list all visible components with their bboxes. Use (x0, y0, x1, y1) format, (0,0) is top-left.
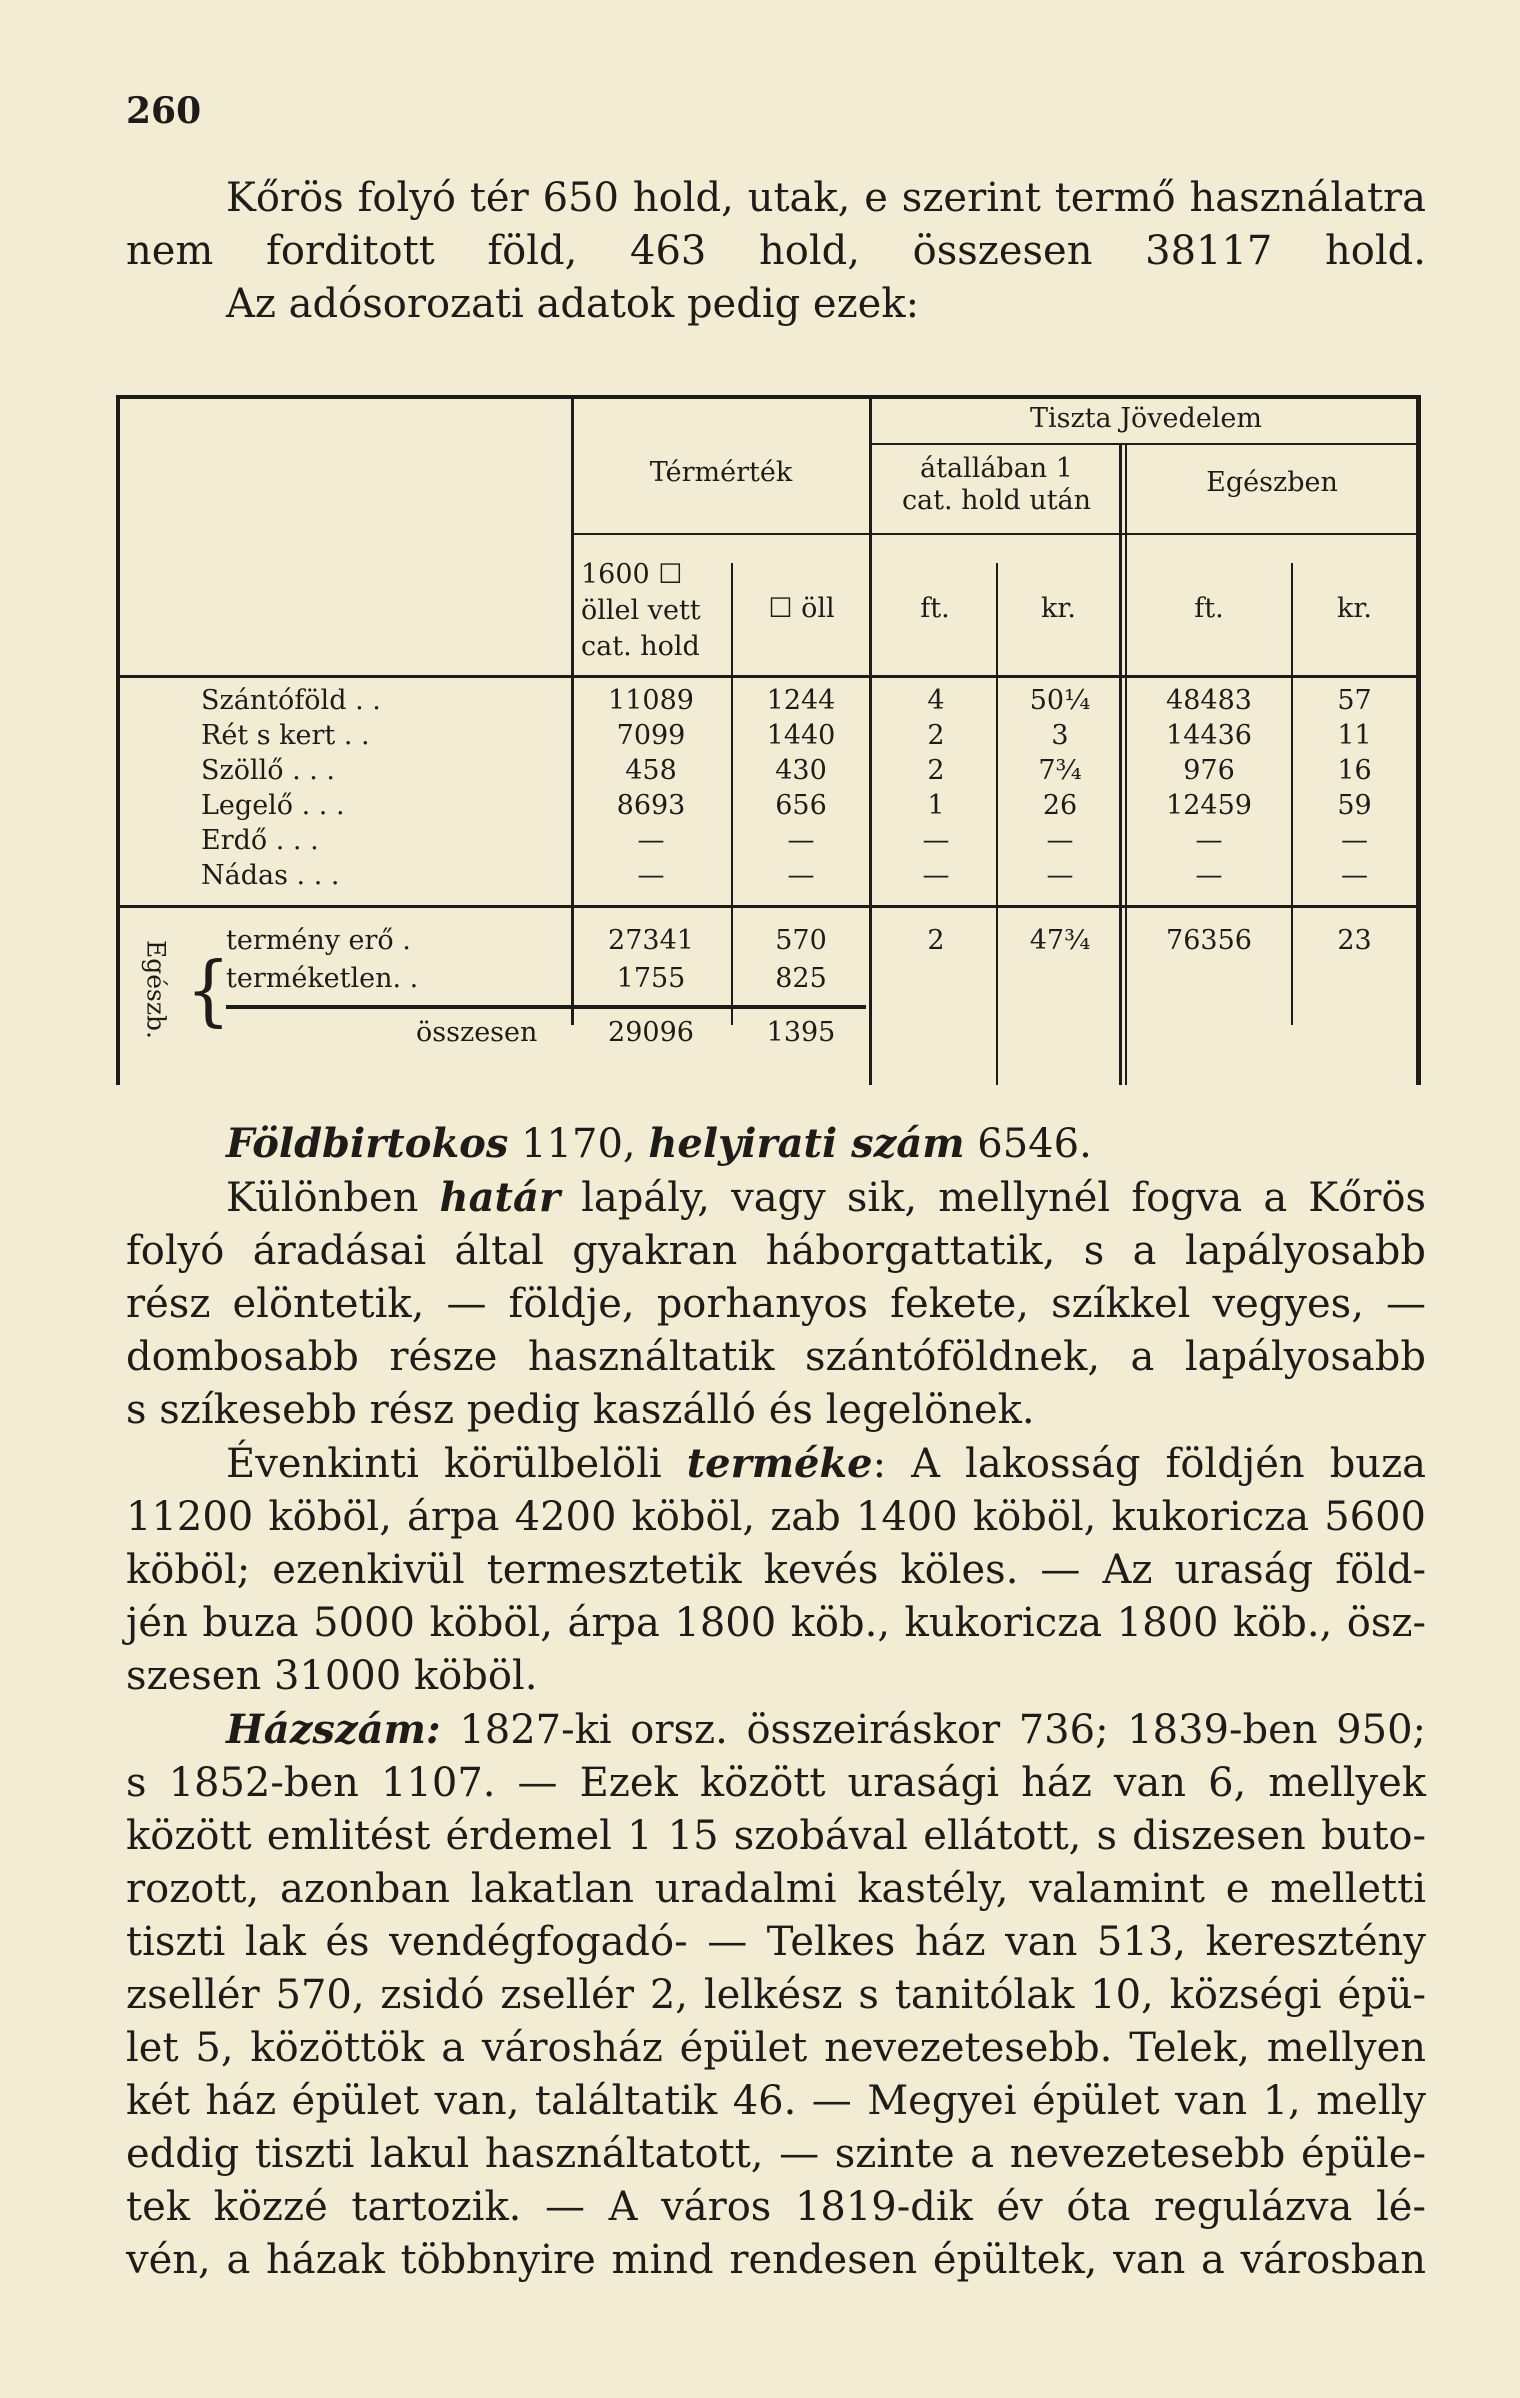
header-1600 (581, 557, 701, 665)
body-paragraph (126, 1117, 1426, 2287)
intro-paragraph (126, 172, 1426, 331)
text-line (126, 1278, 1426, 1331)
text-line (126, 1757, 1426, 1810)
table-cell: 8693 (616, 790, 686, 821)
table-cell: 29096 (608, 1017, 694, 1048)
header-1600-line: 1600 ☐ (581, 559, 683, 590)
emphasis-text: helyirati szám (648, 1120, 965, 1167)
table-cell: 57 (1337, 685, 1372, 716)
text-line (126, 1544, 1426, 1597)
table-cell: 1244 (766, 685, 836, 716)
header-ft: ft. (920, 593, 950, 624)
text-segment: jén buza 5000 köböl, árpa 1800 köb., kukoricza 1800 köb., ösz- (126, 1600, 1426, 1646)
header-1600-line: cat. hold (581, 631, 700, 662)
header-egeszben: Egészben (1206, 467, 1338, 498)
table-cell: — (787, 860, 815, 891)
emphasis-text: Földbirtokos (226, 1120, 509, 1167)
text-line (126, 1650, 1426, 1703)
text-segment: dombosabb része használtatik szántóföldnek, a lapályosabb (126, 1334, 1426, 1380)
text-segment: Különben (226, 1175, 440, 1221)
text-segment: eddig tiszti lakul használtatott, — szinte a nevezetesebb épüle- (126, 2131, 1426, 2177)
header-ft: ft. (1194, 593, 1224, 624)
table-cell: — (922, 825, 950, 856)
header-atallaban-line: átallában 1 (920, 453, 1073, 484)
text-line: Kőrös folyó tér 650 hold, utak, e szerint termő használatra (226, 175, 1426, 221)
table-cell: 48483 (1166, 685, 1252, 716)
table-cell: 11089 (608, 685, 694, 716)
row-label: Nádas . . . (201, 860, 340, 891)
text-line (126, 2075, 1426, 2128)
table-cell: 2 (927, 925, 945, 956)
text-segment: zsellér 570, zsidó zsellér 2, lelkész s tanitólak 10, községi épü- (126, 1972, 1426, 2018)
row-label: Legelő . . . (201, 790, 345, 821)
text-segment: tiszti lak és vendégfogadó- — Telkes ház van 513, keresztény (126, 1919, 1426, 1965)
table-cell: 7099 (616, 720, 686, 751)
text-line (126, 1810, 1426, 1863)
text-line (126, 2022, 1426, 2075)
header-atallaban-line: cat. hold után (901, 485, 1092, 516)
table-cell: — (787, 825, 815, 856)
table-cell: — (1195, 825, 1223, 856)
text-line (126, 1703, 1426, 1757)
table-cell: — (1046, 825, 1074, 856)
text-line (126, 1225, 1426, 1278)
text-segment: szesen 31000 köböl. (126, 1653, 538, 1699)
summary-side-label (126, 915, 186, 1075)
text-segment: 1827-ki orsz. összeiráskor 736; 1839-ben 950; (440, 1707, 1426, 1753)
text-segment: lapály, vagy sik, mellynél fogva a Kőrös (560, 1175, 1426, 1221)
text-segment: 1170, (508, 1121, 649, 1167)
table-cell: — (1046, 860, 1074, 891)
text-line (126, 1171, 1426, 1225)
table-cell: 26 (1042, 790, 1078, 821)
table-cell: 2 (927, 755, 945, 786)
table-cell: 1755 (616, 963, 686, 994)
emphasis-text: határ (439, 1174, 561, 1221)
table-cell: 23 (1337, 925, 1372, 956)
summary-side-text: Egészb. (141, 940, 171, 1039)
table-cell: 4 (927, 685, 945, 716)
row-label: Szöllő . . . (201, 755, 335, 786)
text-line (126, 2234, 1426, 2287)
text-line (126, 1916, 1426, 1969)
summary-label: összesen (416, 1017, 538, 1048)
text-segment: tek közzé tartozik. — A város 1819-dik év óta regulázva lé- (126, 2184, 1426, 2230)
summary-label: termény erő . (226, 925, 411, 956)
table-cell: — (637, 825, 665, 856)
text-line (126, 2181, 1426, 2234)
text-segment: vén, a házak többnyire mind rendesen épültek, van a városban (126, 2237, 1426, 2283)
text-line (126, 1384, 1426, 1437)
table-cell: — (922, 860, 950, 891)
text-line (126, 1491, 1426, 1544)
header-tiszta-jovedelem: Tiszta Jövedelem (1029, 403, 1263, 434)
tax-table (116, 395, 1421, 1085)
table-cell: 16 (1337, 755, 1372, 786)
table-cell: 76356 (1166, 925, 1252, 956)
table-cell: 976 (1183, 755, 1235, 786)
text-segment: 6546. (964, 1121, 1092, 1167)
emphasis-text: terméke (686, 1440, 873, 1487)
table-cell: 14436 (1166, 720, 1252, 751)
row-label: Rét s kert . . (201, 720, 370, 751)
page-number: 260 (126, 90, 202, 132)
text-line (126, 2128, 1426, 2181)
table-cell: 1440 (766, 720, 836, 751)
table-cell: 458 (625, 755, 677, 786)
text-segment: s 1852-ben 1107. — Ezek között urasági ház van 6, mellyek (126, 1760, 1426, 1806)
table-cell: 656 (775, 790, 827, 821)
text-line (126, 1117, 1426, 1171)
table-cell: — (637, 860, 665, 891)
text-segment: let 5, közöttök a városház épület nevezetesebb. Telek, mellyen (126, 2025, 1426, 2071)
text-line: Az adósorozati adatok pedig ezek: (226, 281, 920, 327)
table-cell: 570 (775, 925, 827, 956)
table-cell: 12459 (1166, 790, 1252, 821)
table-cell: 1 (927, 790, 945, 821)
text-segment: két ház épület van, találtatik 46. — Megyei épület van 1, melly (126, 2078, 1426, 2124)
text-segment: : A lakosság földjén buza (872, 1441, 1426, 1487)
summary-label: terméketlen. . (226, 963, 419, 994)
table-cell: 825 (775, 963, 827, 994)
header-oll: ☐ öll (768, 593, 835, 624)
header-atallaban (874, 453, 1119, 517)
table-cell: — (1341, 825, 1368, 856)
table-cell: 27341 (608, 925, 694, 956)
table-cell: 59 (1337, 790, 1372, 821)
text-segment: között emlitést érdemel 1 15 szobával ellátott, s diszesen buto- (126, 1813, 1426, 1859)
text-segment: rész elöntetik, — földje, porhanyos fekete, szíkkel vegyes, — (126, 1281, 1426, 1327)
text-line (126, 1863, 1426, 1916)
row-label: Erdő . . . (201, 825, 319, 856)
header-kr: kr. (1041, 593, 1076, 624)
table-cell: 7¾ (1038, 755, 1082, 786)
emphasis-text: Házszám: (226, 1706, 441, 1753)
header-termertek: Térmérték (649, 457, 793, 488)
summary-brace: { (186, 944, 231, 1036)
row-label: Szántóföld . . (201, 685, 381, 716)
text-line (126, 1331, 1426, 1384)
text-line: nem forditott föld, 463 hold, összesen 38117 hold. (126, 228, 1426, 274)
table-cell: — (1341, 860, 1368, 891)
table-cell: 50¼ (1029, 685, 1091, 716)
table-cell: 2 (927, 720, 945, 751)
text-segment: folyó áradásai által gyakran háborgattatik, s a lapályosabb (126, 1228, 1426, 1274)
table-cell: 11 (1337, 720, 1372, 751)
text-segment: köböl; ezenkivül termesztetik kevés köles. — Az uraság föld- (126, 1547, 1426, 1593)
text-segment: s szíkesebb rész pedig kaszálló és legelönek. (126, 1387, 1035, 1433)
table-cell: — (1195, 860, 1223, 891)
table-cell: 3 (1051, 720, 1069, 751)
header-1600-line: öllel vett (581, 595, 701, 626)
text-segment: 11200 köböl, árpa 4200 köböl, zab 1400 köböl, kukoricza 5600 (126, 1494, 1426, 1540)
table-cell: 430 (775, 755, 827, 786)
table-cell: 1395 (766, 1017, 836, 1048)
header-kr: kr. (1337, 593, 1372, 624)
text-segment: rozott, azonban lakatlan uradalmi kastély, valamint e melletti (126, 1866, 1426, 1912)
table-cell: 47¾ (1029, 925, 1091, 956)
text-line (126, 1597, 1426, 1650)
text-segment: Évenkinti körülbelöli (226, 1441, 687, 1487)
text-line (126, 1437, 1426, 1491)
text-line (126, 1969, 1426, 2022)
